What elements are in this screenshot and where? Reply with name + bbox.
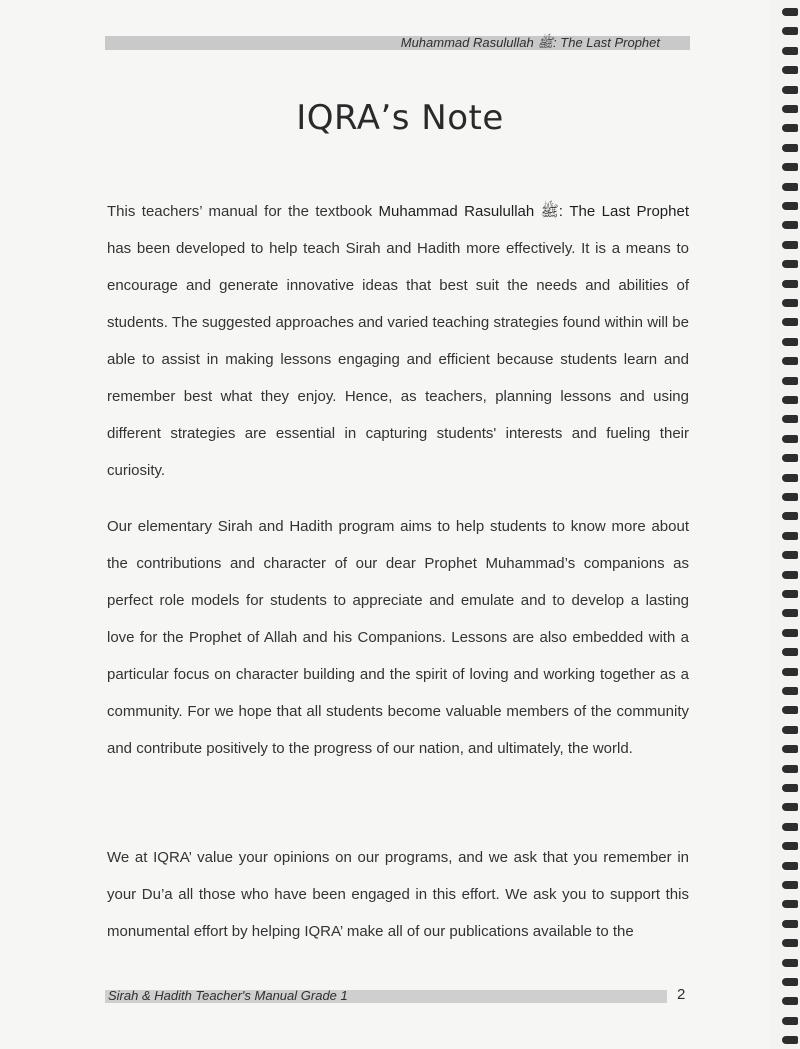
binding-ring	[782, 920, 798, 928]
binding-ring	[782, 474, 798, 482]
binding-ring	[782, 900, 798, 908]
binding-ring	[782, 47, 798, 55]
binding-ring	[782, 551, 798, 559]
binding-ring	[782, 27, 798, 35]
binding-ring	[782, 629, 798, 637]
binding-ring	[782, 726, 798, 734]
paragraph-1-start: This teachers’ manual for the textbook	[107, 203, 379, 220]
binding-ring	[782, 8, 798, 16]
binding-ring	[782, 997, 798, 1005]
binding-ring	[782, 668, 798, 676]
binding-ring	[782, 784, 798, 792]
binding-ring	[782, 978, 798, 986]
paragraph-3: We at IQRA’ value your opinions on our programs, and we ask that you remember in your Du’a all those who have been engaged in this effort. We ask you to support this monumental effort by helping IQRA’ make all of our publications available to the	[107, 849, 689, 940]
binding-ring	[782, 144, 798, 152]
binding-ring	[782, 396, 798, 404]
running-footer: Sirah & Hadith Teacher's Manual Grade 1	[108, 988, 348, 1003]
binding-ring	[782, 512, 798, 520]
binding-ring	[782, 687, 798, 695]
binding-ring	[782, 318, 798, 326]
binding-ring	[782, 706, 798, 714]
binding-ring	[782, 280, 798, 288]
binding-ring	[782, 765, 798, 773]
binding-ring	[782, 590, 798, 598]
binding-ring	[782, 823, 798, 831]
binding-ring	[782, 377, 798, 385]
page-title: IQRA’s Note	[296, 98, 504, 138]
binding-ring	[782, 532, 798, 540]
binding-ring	[782, 66, 798, 74]
binding-ring	[782, 338, 798, 346]
binding-ring	[782, 745, 798, 753]
binding-ring	[782, 241, 798, 249]
binding-ring	[782, 357, 798, 365]
binding-ring	[782, 124, 798, 132]
spiral-binding	[770, 0, 800, 1049]
binding-ring	[782, 881, 798, 889]
paragraph-1-rest: has been developed to help teach Sirah and Hadith more effectively. It is a means to encourage and generate innovative ideas that best suit the needs and abilities of students. The suggested approaches and varied teaching strategies found within will be able to assist in making lessons engaging and efficient because students learn and remember best what they enjoy. Hence, as teachers, planning lessons and using different strategies are essential in capturing students' interests and fueling their curiosity.	[107, 240, 689, 479]
binding-ring	[782, 571, 798, 579]
binding-ring	[782, 86, 798, 94]
page-number: 2	[677, 986, 686, 1003]
binding-ring	[782, 415, 798, 423]
binding-ring	[782, 202, 798, 210]
running-header: Muhammad Rasulullah ﷺ: The Last Prophet	[400, 35, 660, 50]
binding-ring	[782, 959, 798, 967]
binding-ring	[782, 648, 798, 656]
binding-ring	[782, 939, 798, 947]
paragraph-2: Our elementary Sirah and Hadith program aims to help students to know more about the contributions and character of our dear Prophet Muhammad’s companions as perfect role models for students to appreciate and emulate and to develop a lasting love for the Prophet of Allah and his Companions. Lessons are also embedded with a particular focus on character building and the spirit of loving and working together as a community. For we hope that all students become valuable members of the community and contribute positively to the progress of our nation, and ultimately, the world.	[107, 518, 689, 757]
binding-ring	[782, 862, 798, 870]
book-title-inline: Muhammad Rasulullah ﷺ: The Last Prophet	[378, 203, 689, 220]
binding-ring	[782, 1017, 798, 1025]
binding-ring	[782, 435, 798, 443]
binding-ring	[782, 1036, 798, 1044]
binding-ring	[782, 609, 798, 617]
binding-ring	[782, 221, 798, 229]
binding-ring	[782, 493, 798, 501]
binding-ring	[782, 842, 798, 850]
binding-ring	[782, 105, 798, 113]
binding-ring	[782, 163, 798, 171]
binding-ring	[782, 454, 798, 462]
binding-ring	[782, 803, 798, 811]
paragraph-1	[107, 193, 689, 489]
binding-ring	[782, 183, 798, 191]
binding-ring	[782, 299, 798, 307]
binding-ring	[782, 260, 798, 268]
